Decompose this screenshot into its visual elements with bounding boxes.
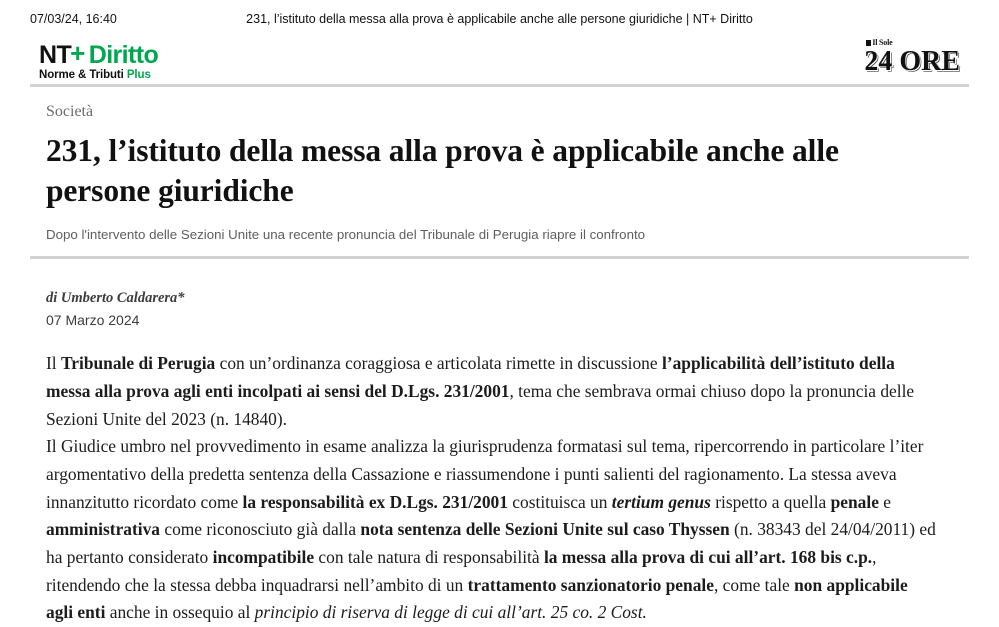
page-title: 231, l’istituto della messa alla prova è applicabile anche alle persone giuridiche xyxy=(46,133,839,208)
nt-plus-diritto-logo[interactable] xyxy=(39,38,159,82)
article-category[interactable]: Società xyxy=(46,103,94,120)
logo-secondary-line xyxy=(39,70,158,82)
article-byline: di Umberto Caldarera* xyxy=(46,290,185,306)
logo-norme-tributi-text: Norme & Tributi xyxy=(39,69,127,81)
article-standfirst: Dopo l'intervento delle Sezioni Unite una recente pronuncia del Tribunale di Perugia riapre il confronto xyxy=(46,227,646,243)
logo-nt-text: NT xyxy=(39,41,72,69)
article-body: Il Tribunale di Perugia con un’ordinanza coraggiosa e articolata rimette in discussione l’applicabilità dell’istituto della messa alla prova agli enti incolpati ai sensi del D.Lgs. 231/2001, tema che sembrava ormai chiuso dopo la pronuncia delle Sezioni Unite del 2023 (n. 14840). Il Giudice umbro nel provvedimento in esame analizza la giurisprudenza formatasi sul tema, ripercorrendo in particolare l’iter argomentativo della predetta sentenza della Cassazione e riassumendone i punti salienti del ragionamento. La stessa aveva innanzitutto ricordato come la responsabilità ex D.Lgs. 231/2001 costituisca un tertium genus rispetto a quella penale e amministrativa come riconosciuto già dalla nota sentenza delle Sezioni Unite sul caso Thyssen (n. 38343 del 24/04/2011) ed ha pertanto considerato incompatibile con tale natura di responsabilità la messa alla prova di cui all’art. 168 bis c.p., ritendendo che la stessa debba inquadrarsi nell’ambito di un trattamento sanzionatorio penale, come tale non applicabile agli enti anche in ossequio al principio di riserva di legge di cui all’art. 25 co. 2 Cost. xyxy=(46,353,936,623)
logo-primary-line xyxy=(39,38,159,69)
print-date: 07/03/24, 16:40 xyxy=(30,12,117,26)
article-publish-date: 07 Marzo 2024 xyxy=(46,312,140,329)
logo-plus-word-text: Plus xyxy=(126,69,151,81)
il-sole-24-ore-logo[interactable] xyxy=(864,39,960,76)
masthead-divider xyxy=(30,84,969,87)
article xyxy=(46,104,936,245)
print-document-title: 231, l’istituto della messa alla prova è applicabile anche alle persone giuridiche | NT+ Diritto xyxy=(246,12,753,26)
print-header xyxy=(0,0,999,36)
24-ore-text: 24 ORE xyxy=(864,46,960,77)
il-sole-prefix-text: Il Sole xyxy=(872,38,893,47)
logo-plus-icon: + xyxy=(70,38,85,68)
byline-divider xyxy=(30,256,969,259)
article-meta xyxy=(46,268,936,627)
masthead xyxy=(30,38,969,84)
logo-diritto-text: Diritto xyxy=(88,41,159,69)
